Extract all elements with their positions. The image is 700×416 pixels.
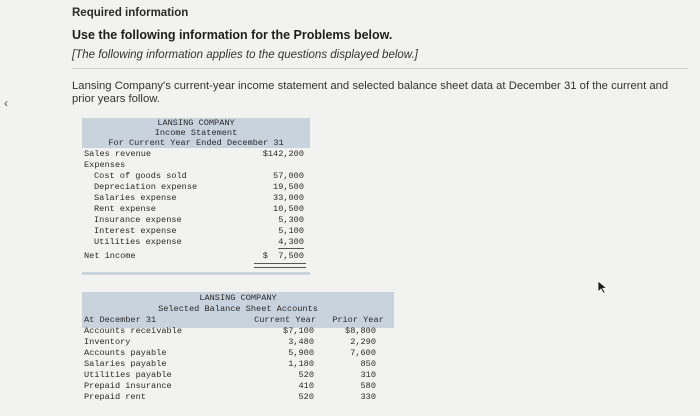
section-heading: Use the following information for the Problems below. xyxy=(72,28,393,42)
account-label: Prepaid insurance xyxy=(84,381,172,391)
sales-value: $142,200 xyxy=(262,149,304,159)
expense-value: 57,000 xyxy=(273,171,304,181)
expenses-row xyxy=(82,160,310,171)
table-row xyxy=(82,370,394,381)
expense-value: 4,300 xyxy=(278,237,304,247)
expense-label: Salaries expense xyxy=(94,193,177,203)
intro-paragraph: Lansing Company's current-year income statement and selected balance sheet data at December 31 of the current and prior years follow. xyxy=(72,80,669,105)
prior-value: 850 xyxy=(360,359,376,369)
income-statement-header xyxy=(82,118,310,148)
current-value: 5,900 xyxy=(288,348,314,358)
prior-value: 7,600 xyxy=(350,348,376,358)
expense-label: Depreciation expense xyxy=(94,182,198,192)
prior-value: 310 xyxy=(360,370,376,380)
table-row xyxy=(82,359,394,370)
current-value: 520 xyxy=(298,392,314,402)
balance-sheet-header xyxy=(82,292,394,328)
bs-column-headers xyxy=(82,315,394,326)
table-row xyxy=(82,337,394,348)
current-value: $7,100 xyxy=(283,326,314,336)
prior-value: 580 xyxy=(360,381,376,391)
expense-row xyxy=(82,226,310,237)
required-information-label: Required information xyxy=(72,7,189,19)
net-income-value: $ 7,500 xyxy=(262,251,304,261)
mouse-pointer-icon xyxy=(597,280,609,294)
account-label: Prepaid rent xyxy=(84,392,146,402)
bs-col-prior: Prior Year xyxy=(332,315,384,325)
current-value: 1,180 xyxy=(288,359,314,369)
table-row xyxy=(82,326,394,337)
account-label: Accounts receivable xyxy=(84,326,182,336)
info-note: [The following information applies to the questions displayed below.] xyxy=(72,49,418,61)
expense-label: Interest expense xyxy=(94,226,177,236)
net-income-row xyxy=(82,251,310,262)
expense-value: 33,000 xyxy=(273,193,304,203)
is-company: LANSING COMPANY xyxy=(157,118,235,128)
account-label: Inventory xyxy=(84,337,131,347)
is-period: For Current Year Ended December 31 xyxy=(108,138,284,148)
balance-sheet-table xyxy=(82,292,394,404)
is-title: Income Statement xyxy=(154,128,238,138)
sales-label: Sales revenue xyxy=(84,149,152,159)
expense-label: Utilities expense xyxy=(94,237,182,247)
double-underline xyxy=(254,263,306,268)
table-row xyxy=(82,381,394,392)
expense-label: Rent expense xyxy=(94,204,156,214)
divider xyxy=(72,68,688,69)
account-label: Salaries payable xyxy=(84,359,167,369)
bs-title: Selected Balance Sheet Accounts xyxy=(158,304,318,314)
bs-date-label: At December 31 xyxy=(84,315,157,325)
expense-row xyxy=(82,193,310,204)
expense-row xyxy=(82,215,310,226)
expense-row xyxy=(82,204,310,215)
expense-value: 10,500 xyxy=(273,204,304,214)
current-value: 520 xyxy=(298,370,314,380)
expense-label: Insurance expense xyxy=(94,215,182,225)
current-value: 3,480 xyxy=(288,337,314,347)
expense-label: Cost of goods sold xyxy=(94,171,187,181)
expenses-label: Expenses xyxy=(84,160,126,170)
net-income-label: Net income xyxy=(84,251,136,261)
prior-value: 2,290 xyxy=(350,337,376,347)
expense-value: 19,500 xyxy=(273,182,304,192)
table-row xyxy=(82,392,394,403)
income-statement-footer xyxy=(82,272,310,275)
bs-col-current: Current Year xyxy=(254,315,316,325)
prior-value: $8,800 xyxy=(345,326,376,336)
chevron-left-icon[interactable]: ‹ xyxy=(4,96,8,110)
expense-row xyxy=(82,237,310,248)
current-value: 410 xyxy=(298,381,314,391)
income-statement-table xyxy=(82,118,310,276)
account-label: Accounts payable xyxy=(84,348,167,358)
expense-value: 5,300 xyxy=(278,215,304,225)
account-label: Utilities payable xyxy=(84,370,172,380)
prior-value: 330 xyxy=(360,392,376,402)
table-row xyxy=(82,348,394,359)
expense-row xyxy=(82,171,310,182)
sales-row xyxy=(82,149,310,160)
bs-company: LANSING COMPANY xyxy=(199,293,277,303)
expense-row xyxy=(82,182,310,193)
expense-value: 5,100 xyxy=(278,226,304,236)
